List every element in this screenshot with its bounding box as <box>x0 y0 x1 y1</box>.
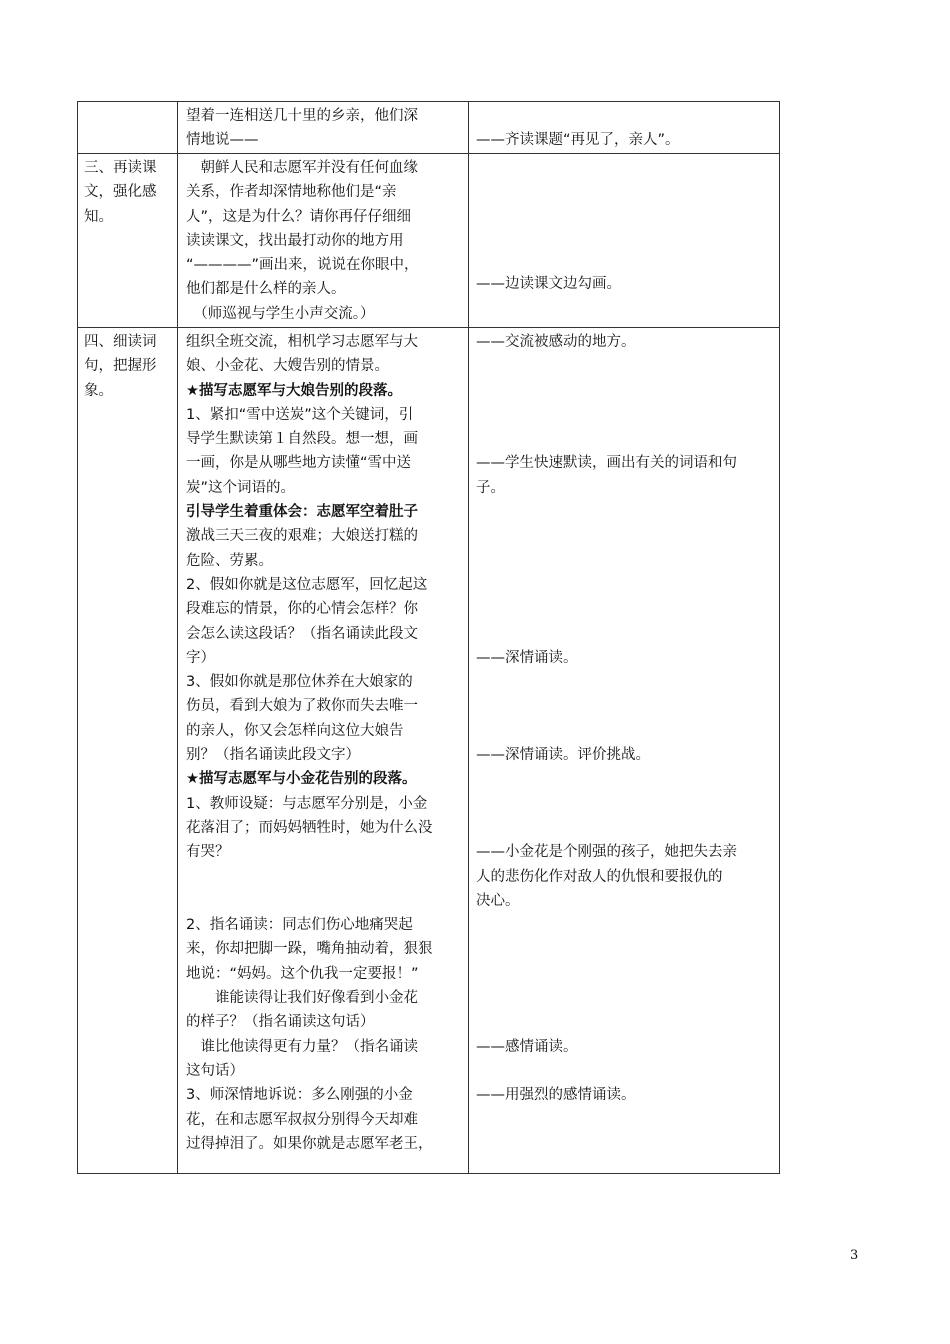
text-line <box>476 913 776 937</box>
text-line <box>476 1010 776 1034</box>
text-line: 文，强化感 <box>84 184 157 201</box>
text-line: ——齐读课题“再见了，亲人”。 <box>476 132 680 148</box>
text-line: 来，你却把脚一跺，嘴角抽动着，狠狠 <box>186 941 433 958</box>
section-heading: ★描写志愿军与小金花告别的段落。 <box>186 771 417 788</box>
row1-activity-cell <box>186 104 464 153</box>
text-line <box>186 889 464 913</box>
text-line: 伤员，看到大娘为了救你而失去唯一 <box>186 698 418 715</box>
column-divider <box>468 102 469 1173</box>
row1-student-cell <box>476 128 776 152</box>
text-line <box>476 573 776 597</box>
text-line <box>476 986 776 1010</box>
text-line: 这句话） <box>186 1062 244 1079</box>
text-line: 娘、小金花、大嫂告别的情景。 <box>186 358 389 375</box>
text-line: 的样子？（指名诵读这句话） <box>186 1014 375 1031</box>
text-line <box>476 549 776 573</box>
text-line <box>476 500 776 524</box>
section-heading: ★描写志愿军与大娘告别的段落。 <box>186 382 402 399</box>
text-line: “————”画出来，说说在你眼中， <box>186 257 419 274</box>
row-divider <box>78 327 779 328</box>
text-line <box>476 962 776 986</box>
row2-activity-cell <box>186 156 464 326</box>
text-line: 决心。 <box>476 892 520 909</box>
text-line: 会怎么读这段话？（指名诵读此段文 <box>186 625 418 642</box>
text-line <box>476 622 776 646</box>
text-line: （师巡视与学生小声交流。） <box>186 305 375 322</box>
text-line: 象。 <box>84 382 113 399</box>
text-line: 一画，你是从哪些地方读懂“雪中送 <box>186 455 412 472</box>
row-divider <box>78 153 779 154</box>
text-line: 读读课文，找出最打动你的地方用 <box>186 232 404 249</box>
text-line: ——小金花是个刚强的孩子，她把失去亲 <box>476 844 737 861</box>
text-line <box>476 1108 776 1132</box>
row3-student-cell <box>476 330 776 1156</box>
text-line <box>476 694 776 718</box>
text-line: ——学生快速默读，画出有关的词语和句 <box>476 455 737 472</box>
text-line: 句，把握形 <box>84 358 157 375</box>
text-line: 人的悲伤化作对敌人的仇恨和要报仇的 <box>476 868 723 885</box>
row2-student-cell <box>476 272 776 296</box>
text-line: 花落泪了；而妈妈牺牲时，她为什么没 <box>186 819 433 836</box>
row2-stage-cell <box>84 156 176 229</box>
text-line: 四、细读词 <box>84 334 157 350</box>
text-line: 炭”这个词语的。 <box>186 479 296 496</box>
lesson-plan-table <box>77 101 780 1174</box>
text-line <box>476 670 776 694</box>
text-line <box>476 1132 776 1156</box>
text-line: 关系，作者却深情地称他们是“亲 <box>186 184 397 201</box>
text-line <box>476 597 776 621</box>
text-line <box>476 767 776 791</box>
text-line: 2、指名诵读：同志们伤心地痛哭起 <box>186 917 413 934</box>
text-line: 3、假如你就是那位休养在大娘家的 <box>186 674 413 691</box>
text-line: 1、紧扣“雪中送炭”这个关键词，引 <box>186 406 414 423</box>
text-line: 过得掉泪了。如果你就是志愿军老王， <box>186 1135 433 1152</box>
text-line <box>476 719 776 743</box>
text-line: 组织全班交流，相机学习志愿军与大 <box>186 334 418 350</box>
text-line: 别？（指名诵读此段文字） <box>186 747 360 764</box>
text-line: 导学生默读第１自然段。想一想，画 <box>186 431 418 448</box>
text-line: 花，在和志愿军叔叔分别得今天却难 <box>186 1111 418 1128</box>
text-line: 情地说—— <box>186 132 259 149</box>
text-line: ——用强烈的感情诵读。 <box>476 1087 636 1104</box>
text-line: 他们都是什么样的亲人。 <box>186 281 346 298</box>
text-line: 的亲人，你又会怎样向这位大娘告 <box>186 722 404 739</box>
text-line: ——交流被感动的地方。 <box>476 334 636 350</box>
text-line: ——深情诵读。 <box>476 649 578 666</box>
text-line: 危险、劳累。 <box>186 552 273 569</box>
text-line: 朝鲜人民和志愿军并没有任何血缘 <box>186 160 418 176</box>
text-line: 望着一连相送几十里的乡亲，他们深 <box>186 108 418 124</box>
row3-stage-cell <box>84 330 176 403</box>
row3-activity-cell <box>186 330 464 1156</box>
text-line: 三、再读课 <box>84 160 157 176</box>
text-line: 1、教师设疑：与志愿军分别是，小金 <box>186 795 428 812</box>
text-line <box>476 937 776 961</box>
text-line <box>476 379 776 403</box>
text-line: 激战三天三夜的艰难；大娘送打糕的 <box>186 528 418 545</box>
page-number: 3 <box>850 1248 859 1263</box>
text-line <box>476 524 776 548</box>
text-line <box>476 792 776 816</box>
text-line: 2、假如你就是这位志愿军，回忆起这 <box>186 576 428 593</box>
text-line <box>476 403 776 427</box>
text-line: 人”，这是为什么？请你再仔仔细细 <box>186 208 412 225</box>
column-divider <box>177 102 178 1173</box>
text-line: 知。 <box>84 208 113 225</box>
text-line: 段难忘的情景，你的心情会怎样？你 <box>186 601 418 618</box>
text-line <box>476 354 776 378</box>
text-line <box>476 816 776 840</box>
text-line: 字） <box>186 649 215 666</box>
text-line <box>186 865 464 889</box>
text-line <box>476 427 776 451</box>
text-line: 子。 <box>476 479 505 496</box>
text-line: ——深情诵读。评价挑战。 <box>476 747 650 764</box>
text-line: 谁能读得让我们好像看到小金花 <box>186 990 418 1007</box>
text-line: 地说：“妈妈。这个仇我一定要报！” <box>186 965 419 982</box>
section-heading: 引导学生着重体会：志愿军空着肚子 <box>186 504 418 521</box>
text-line: ——感情诵读。 <box>476 1038 578 1055</box>
text-line: 有哭？ <box>186 844 230 861</box>
text-line: 谁比他读得更有力量？（指名诵读 <box>186 1038 418 1055</box>
text-line <box>476 1059 776 1083</box>
text-line: ——边读课文边勾画。 <box>476 276 621 292</box>
text-line: 3、师深情地诉说：多么刚强的小金 <box>186 1087 413 1104</box>
